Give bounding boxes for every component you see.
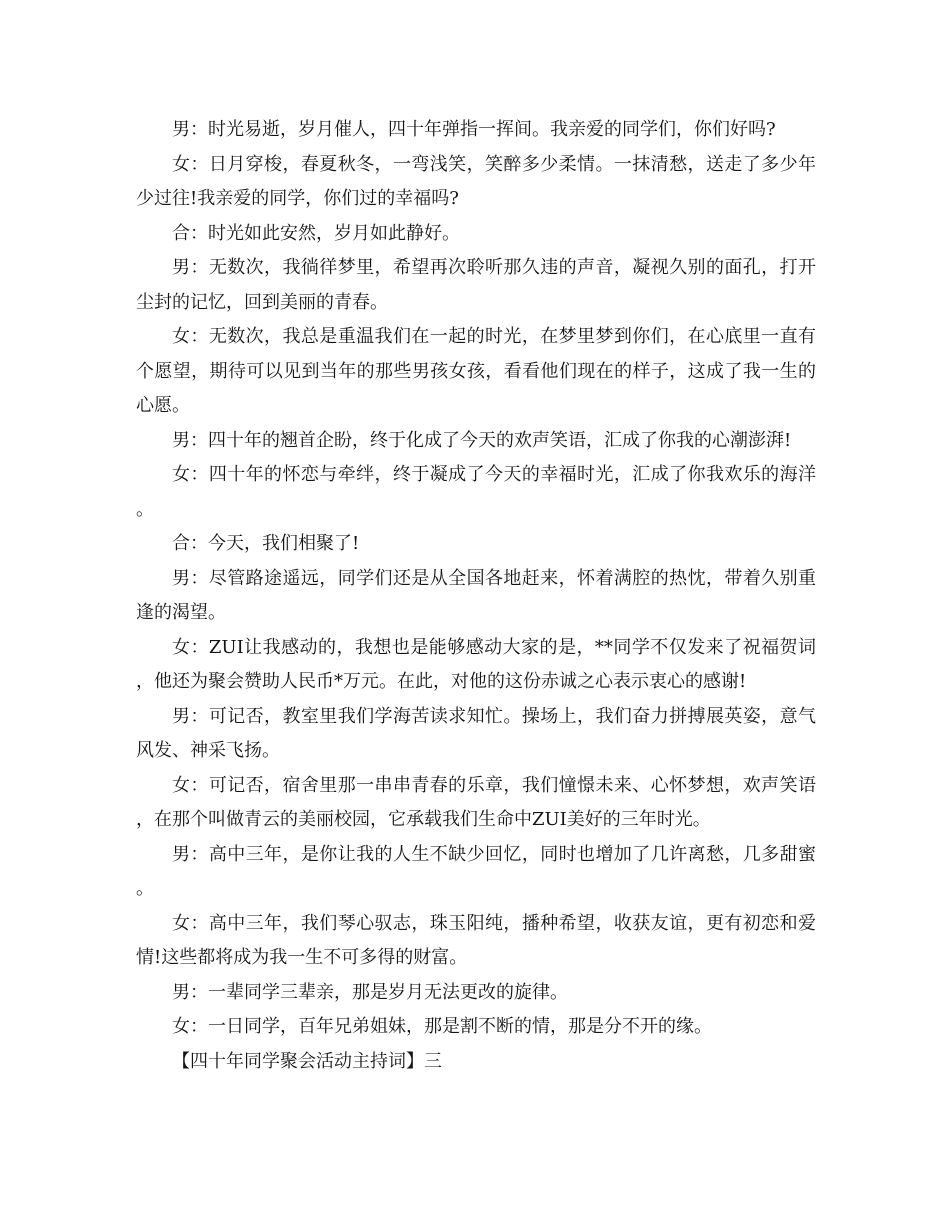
paragraph: 女：一日同学，百年兄弟姐妹，那是割不断的情，那是分不开的缘。 (172, 1016, 712, 1037)
paragraph: 女：ZUI让我感动的，我想也是能够感动大家的是，**同学不仅发来了祝福贺词，他还为聚会赞助人民币*万元。在此，对他的这份赤诚之心表示衷心的感谢! (136, 636, 816, 692)
paragraph: 女：四十年的怀恋与牵绊，终于凝成了今天的幸福时光，汇成了你我欢乐的海洋。 (136, 464, 816, 520)
document-body (136, 113, 816, 1079)
paragraph: 合：时光如此安然，岁月如此静好。 (172, 222, 460, 244)
paragraph: 男：四十年的翘首企盼，终于化成了今天的欢声笑语，汇成了你我的心潮澎湃! (172, 429, 792, 451)
paragraph: 男：高中三年，是你让我的人生不缺少回忆，同时也增加了几许离愁，几多甜蜜。 (136, 843, 816, 899)
paragraph: 男：无数次，我徜徉梦里，希望再次聆听那久违的声音，凝视久别的面孔，打开尘封的记忆，回到美丽的青春。 (136, 257, 816, 313)
paragraph: 女：可记否，宿舍里那一串串青春的乐章，我们憧憬未来、心怀梦想，欢声笑语，在那个叫做青云的美丽校园，它承载我们生命中ZUI美好的三年时光。 (136, 774, 816, 830)
paragraph: 女：日月穿梭，春夏秋冬，一弯浅笑，笑醉多少柔情。一抹清愁，送走了多少年少过往!我亲爱的同学，你们过的幸福吗? (136, 153, 816, 209)
paragraph: 男：时光易逝，岁月催人，四十年弹指一挥间。我亲爱的同学们，你们好吗? (172, 119, 776, 140)
section-heading: 【四十年同学聚会活动主持词】三 (172, 1050, 442, 1072)
paragraph: 女：高中三年，我们琴心驭志，珠玉阳纯，播种希望，收获友谊，更有初恋和爱情!这些都将成为我一生不可多得的财富。 (136, 912, 816, 968)
paragraph: 女：无数次，我总是重温我们在一起的时光，在梦里梦到你们，在心底里一直有个愿望，期待可以见到当年的那些男孩女孩，看看他们现在的样子，这成了我一生的心愿。 (136, 326, 816, 416)
paragraph: 合：今天，我们相聚了! (172, 533, 360, 554)
paragraph: 男：尽管路途遥远，同学们还是从全国各地赶来，怀着满腔的热忱，带着久别重逢的渴望。 (136, 567, 816, 623)
paragraph: 男：一辈同学三辈亲，那是岁月无法更改的旋律。 (172, 981, 568, 1003)
paragraph: 男：可记否，教室里我们学海苦读求知忙。操场上，我们奋力拼搏展英姿，意气风发、神采飞扬。 (136, 705, 816, 761)
